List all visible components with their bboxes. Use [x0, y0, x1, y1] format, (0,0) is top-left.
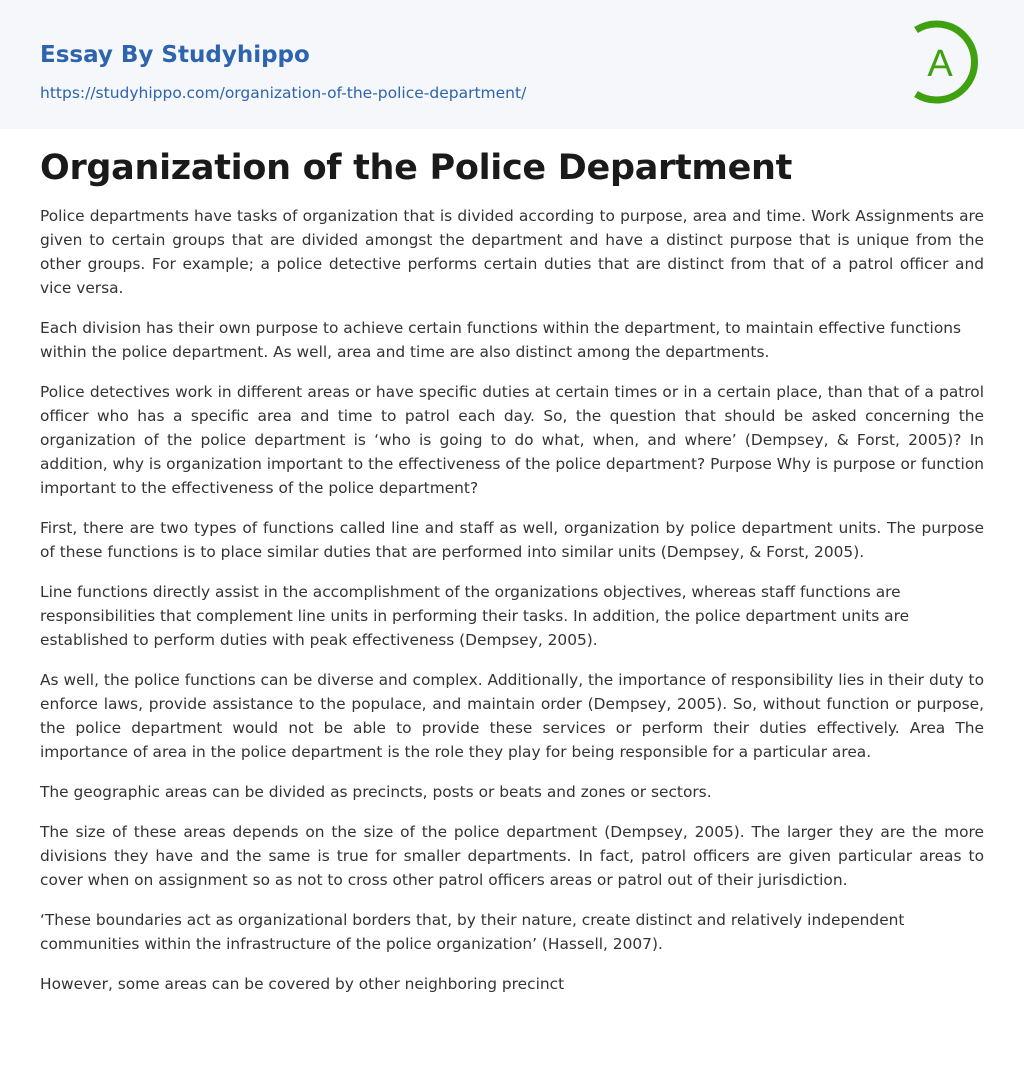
essay-url-link[interactable]: https://studyhippo.com/organization-of-the-police-department/ [40, 84, 527, 102]
paragraph: Police detectives work in different areas or have specific duties at certain times or in a certain place, than that of a patrol officer who has a specific area and time to patrol each day. So, the question that should be asked concerning the organization of the police department is ‘who is going to do what, when, and where’ (Dempsey, & Forst, 2005)? In addition, why is organization important to the effectiveness of the police department? Purpose Why is purpose or function important to the effectiveness of the police department? [40, 383, 984, 497]
paragraph: However, some areas can be covered by other neighboring precinct [40, 975, 565, 993]
paragraph: Each division has their own purpose to achieve certain functions within the department, to maintain effective functions within the police department. As well, area and time are also distinct among the departments. [40, 319, 962, 361]
site-header [0, 0, 1024, 129]
brand-title: Essay By Studyhippo [40, 42, 310, 68]
paragraph: As well, the police functions can be diverse and complex. Additionally, the importance of responsibility lies in their duty to enforce laws, provide assistance to the populace, and maintain order (Dempsey, 2005). So, without function or purpose, the police department would not be able to provide these services or perform their duties effectively. Area The importance of area in the police department is the role they play for being responsible for a particular area. [40, 671, 984, 761]
paragraph: The geographic areas can be divided as precincts, posts or beats and zones or sectors. [40, 783, 712, 801]
svg-text:A: A [927, 43, 953, 85]
studyhippo-logo-icon[interactable] [908, 18, 988, 106]
paragraph: Police departments have tasks of organization that is divided according to purpose, area and time. Work Assignments are given to certain groups that are divided amongst the department and have a distinct purpose that is unique from the other groups. For example; a police detective performs certain duties that are distinct from that of a patrol officer and vice versa. [40, 207, 984, 297]
paragraph: ‘These boundaries act as organizational borders that, by their nature, create distinct and relatively independent communities within the infrastructure of the police organization’ (Hassell, 2007). [40, 911, 905, 953]
article-body [40, 204, 984, 996]
page-title: Organization of the Police Department [40, 148, 793, 188]
paragraph: The size of these areas depends on the size of the police department (Dempsey, 2005). The larger they are the more divisions they have and the same is true for smaller departments. In fact, patrol officers are given particular areas to cover when on assignment so as not to cross other patrol officers areas or patrol out of their jurisdiction. [40, 823, 984, 889]
paragraph: First, there are two types of functions called line and staff as well, organization by police department units. The purpose of these functions is to place similar duties that are performed into similar units (Dempsey, & Forst, 2005). [40, 519, 984, 561]
paragraph: Line functions directly assist in the accomplishment of the organizations objectives, whereas staff functions are responsibilities that complement line units in performing their tasks. In addition, the police department units are established to perform duties with peak effectiveness (Dempsey, 2005). [40, 583, 910, 649]
